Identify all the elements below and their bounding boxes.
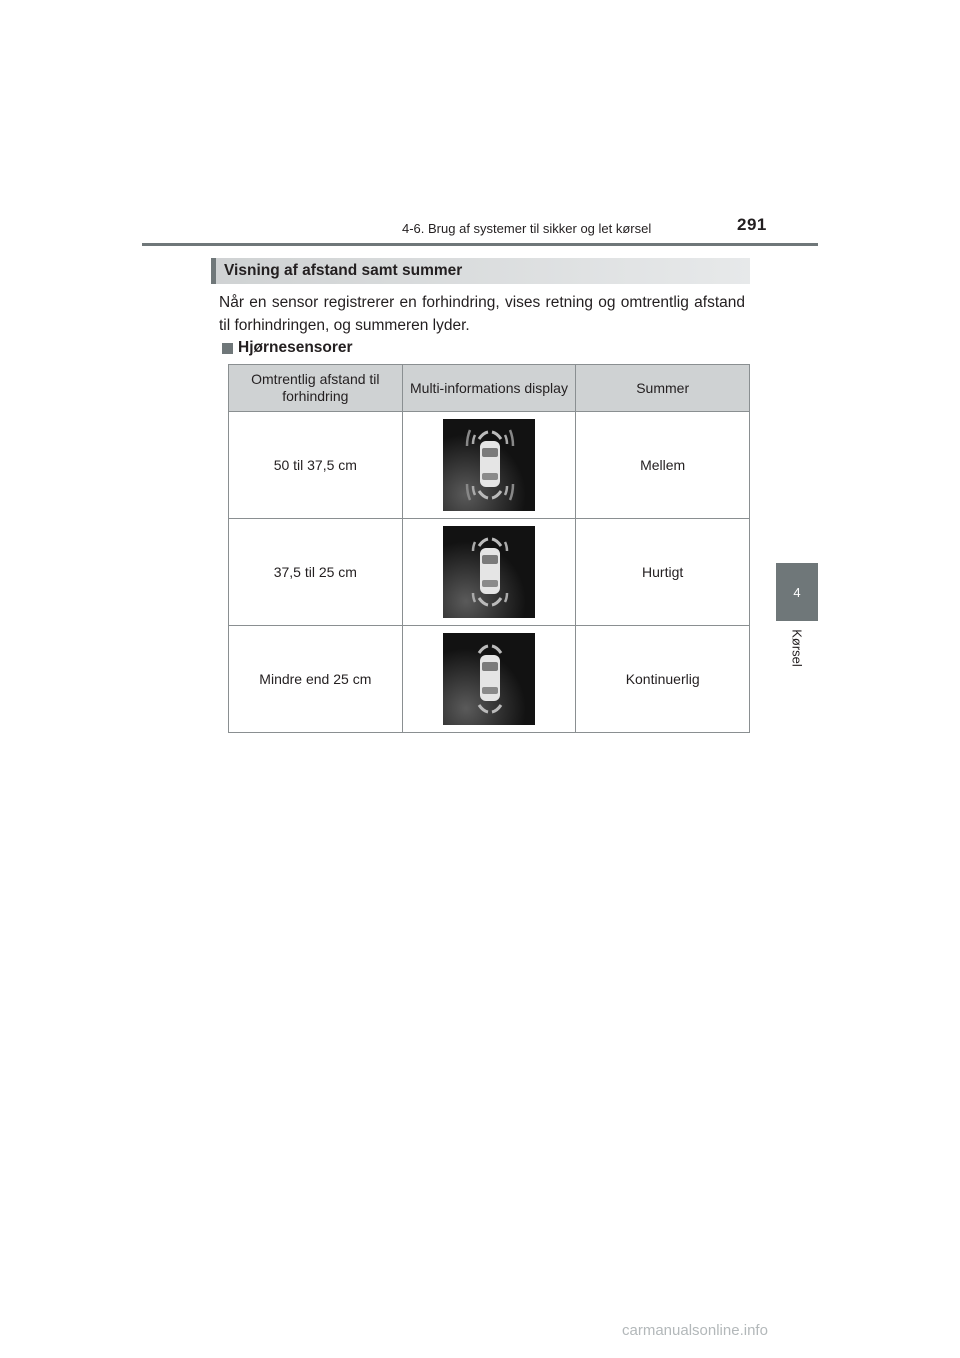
distance-cell: Mindre end 25 cm: [229, 626, 403, 733]
buzzer-cell: Mellem: [576, 412, 750, 519]
chapter-tab: 4: [776, 563, 818, 621]
column-header-display: Multi-informations display: [402, 365, 576, 412]
table-row: [229, 626, 750, 733]
display-cell: [402, 519, 576, 626]
distance-cell: 50 til 37,5 cm: [229, 412, 403, 519]
chapter-header: 4-6. Brug af systemer til sikker og let kørsel: [402, 221, 652, 236]
square-bullet-icon: [222, 343, 233, 354]
intro-paragraph: Når en sensor registrerer en forhindring, vises retning og omtrentlig afstand til forhindringen, og summeren lyder.: [219, 294, 745, 334]
section-heading: Visning af afstand samt summer: [211, 258, 750, 284]
sub-heading: [222, 339, 353, 357]
car-sensor-display-icon: [443, 526, 535, 618]
car-sensor-display-icon: [443, 419, 535, 511]
display-cell: [402, 412, 576, 519]
column-header-distance: Omtrentlig afstand til forhindring: [229, 365, 403, 412]
display-cell: [402, 626, 576, 733]
buzzer-cell: Hurtigt: [576, 519, 750, 626]
buzzer-cell: Kontinuerlig: [576, 626, 750, 733]
watermark: carmanualsonline.info: [622, 1322, 768, 1339]
table-row: [229, 519, 750, 626]
car-sensor-display-icon: [443, 633, 535, 725]
table-row: [229, 412, 750, 519]
sub-heading-text: Hjørnesensorer: [238, 339, 353, 356]
column-header-buzzer: Summer: [576, 365, 750, 412]
page-number: 291: [737, 215, 767, 234]
chapter-label: Kørsel: [789, 629, 805, 667]
header-divider: [142, 243, 818, 246]
table-header-row: [229, 365, 750, 412]
distance-cell: 37,5 til 25 cm: [229, 519, 403, 626]
sensor-table: [228, 364, 750, 733]
